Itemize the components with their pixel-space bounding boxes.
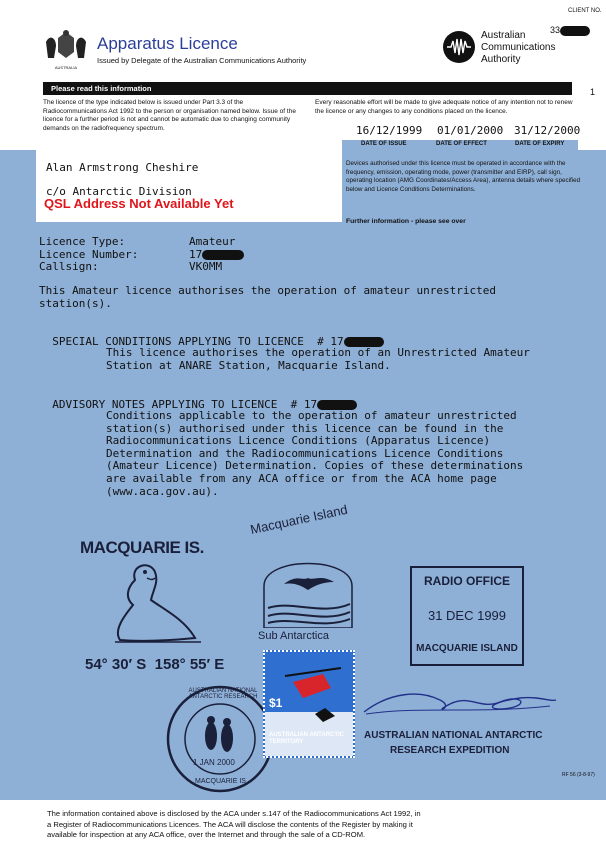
aca-logo-icon (442, 30, 476, 64)
licensee-address: c/o Antarctic Division (46, 185, 192, 198)
anare-line2: RESEARCH EXPEDITION (390, 745, 510, 756)
page-number: 1 (590, 87, 596, 97)
further-information: Further information - please see over (346, 218, 466, 225)
special-heading-text: SPECIAL CONDITIONS APPLYING TO LICENCE # 17 (52, 335, 344, 348)
special-line1: This licence authorises the operation of an Unrestricted Amateur (106, 346, 530, 359)
page-subtitle: Issued by Delegate of the Australian Communications Authority (97, 56, 307, 65)
radio-office-title: RADIO OFFICE (424, 574, 510, 588)
licence-type-label: Licence Type: (39, 235, 126, 248)
date-of-expiry-label: DATE OF EXPIRY (515, 141, 565, 147)
advisory-notes-text (106, 410, 523, 498)
circle-top-text: AUSTRALIAN NATIONAL ANTARCTIC RESEARCH (188, 688, 258, 700)
radio-office-date: 31 DEC 1999 (427, 608, 507, 623)
footer-line2: a Register of Radiocommunications Licences. The ACA will disclose the contents of the Register by making it (47, 819, 413, 829)
coordinates: 54° 30′ S 158° 55′ E (85, 656, 225, 673)
licensee-name: Alan Armstrong Cheshire (46, 161, 199, 174)
callsign-label: Callsign: (39, 260, 99, 273)
signature-icon (360, 684, 560, 720)
client-no-value (550, 25, 590, 36)
aca-name-line3: Authority (481, 54, 521, 65)
form-code: RF 56 (3-8-97) (562, 772, 595, 778)
radio-office-place: MACQUARIE ISLAND (416, 643, 518, 654)
aca-name-line2: Communications (481, 42, 556, 53)
qsl-note: QSL Address Not Available Yet (44, 196, 234, 211)
aca-name-line1: Australian (481, 30, 526, 41)
client-no-label: CLIENT NO. (568, 8, 602, 14)
anare-line1: AUSTRALIAN NATIONAL ANTARCTIC (364, 730, 543, 741)
stamp-value: $1 (269, 696, 283, 710)
date-of-expiry: 31/12/2000 (514, 124, 581, 137)
coat-of-arms-icon (40, 28, 92, 70)
footer-line3: available for inspection at any ACA office, over the Internet and through the sale of a CD-ROM. (47, 830, 366, 839)
circle-bottom-text: MACQUARIE IS. (195, 778, 248, 785)
notice-heading: Please read this information (43, 82, 572, 95)
advisory-line: (www.aca.gov.au). (106, 484, 219, 498)
stamp-text: AUSTRALIAN ANTARCTIC TERRITORY (269, 732, 344, 745)
authorises-line2: station(s). (39, 296, 112, 310)
licence-details (39, 236, 244, 274)
special-conditions-text (106, 347, 530, 372)
postage-stamp (263, 650, 355, 758)
advisory-line: are available from any ACA office or from the ACA home page (106, 471, 497, 485)
coat-of-arms-text: AUSTRALIA (54, 65, 78, 70)
redaction (560, 26, 590, 36)
advisory-line: Determination and the Radiocommunications Licence Conditions (106, 446, 504, 460)
advisory-line: Conditions applicable to the operation of amateur unrestricted (106, 409, 517, 422)
footer-text (47, 809, 587, 841)
date-of-issue-label: DATE OF ISSUE (361, 141, 407, 147)
licence-number-value: 17 (189, 247, 203, 261)
advisory-notes-heading (39, 385, 357, 411)
cachet-bottom-text: Sub Antarctica (258, 630, 329, 642)
special-conditions-heading (39, 322, 384, 348)
advisory-line: Radiocommunications Licence Conditions (Apparatus Licence) (106, 434, 491, 448)
circular-postmark (165, 684, 275, 794)
client-no-text: 33 (550, 25, 561, 35)
authorises-line1: This Amateur licence authorises the operation of amateur unrestricted (39, 284, 496, 297)
date-of-effect: 01/01/2000 (437, 124, 504, 137)
date-of-issue: 16/12/1999 (356, 124, 423, 137)
callsign-value: VK0MM (189, 260, 223, 273)
radio-office-stamp (410, 566, 524, 666)
cachet-arch-text: Macquarie Island (248, 501, 349, 537)
licence-type-value: Amateur (189, 235, 236, 248)
aca-name (481, 30, 555, 66)
macquarie-stamp-title: MACQUARIE IS. (80, 538, 204, 557)
authorises-paragraph (39, 285, 496, 310)
page-title: Apparatus Licence (97, 34, 238, 53)
elephant-seal-icon (95, 560, 205, 655)
footer-line1: The information contained above is disclosed by the ACA under s.147 of the Radiocommunications Act 1992, in (47, 809, 421, 818)
advisory-line: (Amateur Licence) Determination. Copies of these determinations (106, 459, 524, 473)
special-line2: Station at ANARE Station, Macquarie Island. (106, 358, 391, 372)
redaction (202, 250, 244, 260)
devices-text: Devices authorised under this licence must be operated in accordance with the frequency, emission, operating mode, power (transmitter and EIRP), call sign, operating location (AMG Coordinates/Access Area), antenna details where specified below and Licence Conditions Determinations. (346, 160, 581, 193)
notice-right-text: Every reasonable effort will be made to give adequate notice of any intention not to renew the licence or any changes to any conditions placed on the licence. (315, 99, 573, 115)
advisory-line: station(s) authorised under this licence can be found in the (106, 421, 504, 435)
advisory-heading-text: ADVISORY NOTES APPLYING TO LICENCE # 17 (52, 398, 318, 411)
notice-left-text: The licence of the type indicated below is issued under Part 3.3 of the Radiocommunications Act 1992 to the person or organisation named below. Issue of the licence for a further period is not and cannot be automatic due to changing community demands on the radiofrequency spectrum. (43, 99, 296, 132)
bird-cachet-icon (262, 546, 354, 628)
licence-number-label: Licence Number: (39, 247, 139, 261)
date-of-effect-label: DATE OF EFFECT (436, 141, 487, 147)
circle-date: 1 JAN 2000 (193, 758, 235, 767)
